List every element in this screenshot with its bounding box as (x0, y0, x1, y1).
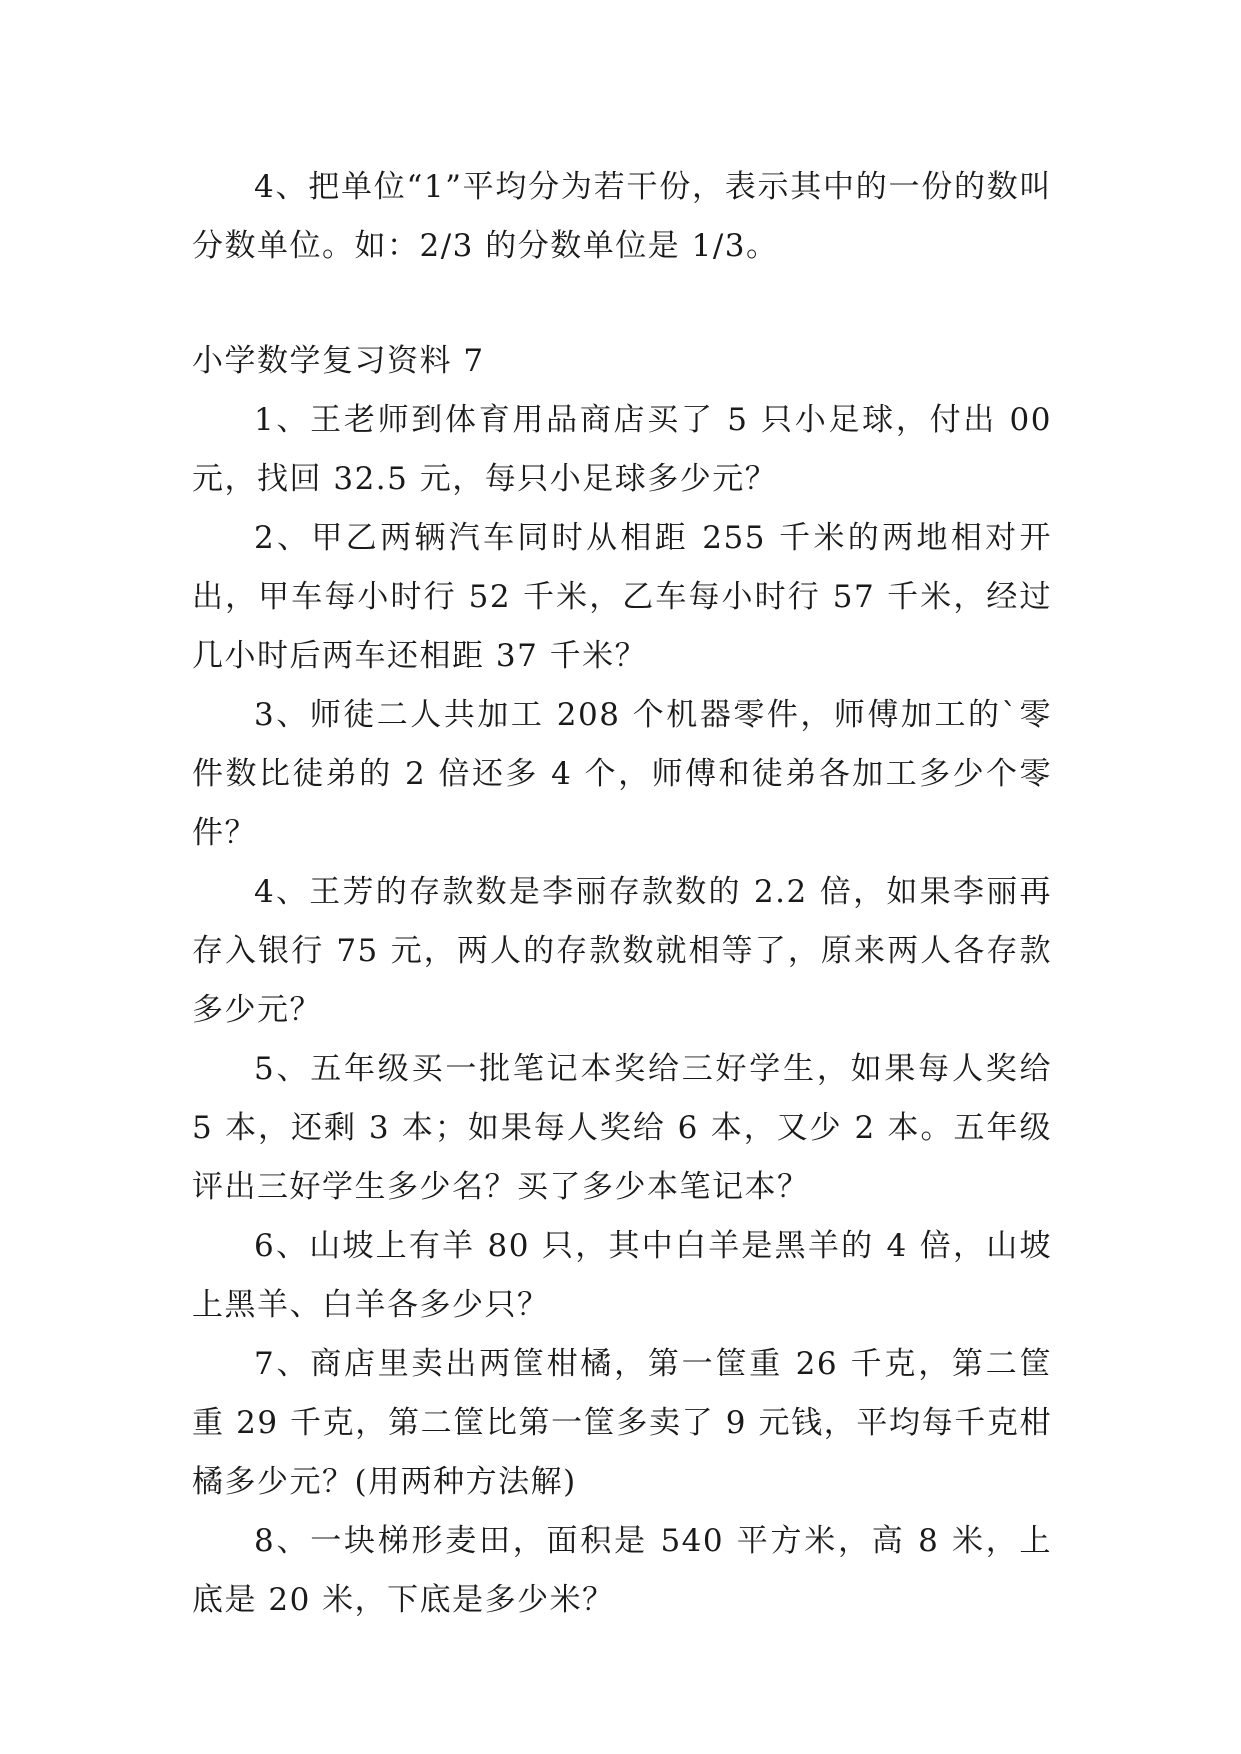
section-title: 小学数学复习资料 7 (192, 343, 485, 379)
problem-1: 1、王老师到体育用品商店买了 5 只小足球，付出 00 元，找回 32.5 元，每只小足球多少元？ (192, 402, 1052, 497)
problem-5: 5、五年级买一批笔记本奖给三好学生，如果每人奖给 5 本，还剩 3 本；如果每人奖给 6 本，又少 2 本。五年级评出三好学生多少名？买了多少本笔记本？ (192, 1051, 1052, 1205)
problem-8: 8、一块梯形麦田，面积是 540 平方米，高 8 米，上底是 20 米，下底是多少米？ (192, 1523, 1052, 1618)
document-body (192, 158, 1052, 1630)
section-spacer (192, 276, 1052, 332)
problem-4: 4、王芳的存款数是李丽存款数的 2.2 倍，如果李丽再存入银行 75 元，两人的存款数就相等了，原来两人各存款多少元？ (192, 874, 1052, 1028)
problem-3: 3、师徒二人共加工 208 个机器零件，师傅加工的`零件数比徒弟的 2 倍还多 4 个，师傅和徒弟各加工多少个零件？ (192, 697, 1052, 851)
problem-6: 6、山坡上有羊 80 只，其中白羊是黑羊的 4 倍，山坡上黑羊、白羊各多少只？ (192, 1228, 1052, 1323)
intro-item-4: 4、把单位“1”平均分为若干份，表示其中的一份的数叫分数单位。如：2/3 的分数单位是 1/3。 (192, 169, 1052, 264)
problem-2: 2、甲乙两辆汽车同时从相距 255 千米的两地相对开出，甲车每小时行 52 千米，乙车每小时行 57 千米，经过几小时后两车还相距 37 千米？ (192, 520, 1052, 674)
problem-7: 7、商店里卖出两筐柑橘，第一筐重 26 千克，第二筐重 29 千克，第二筐比第一筐多卖了 9 元钱，平均每千克柑橘多少元？(用两种方法解) (192, 1346, 1052, 1500)
